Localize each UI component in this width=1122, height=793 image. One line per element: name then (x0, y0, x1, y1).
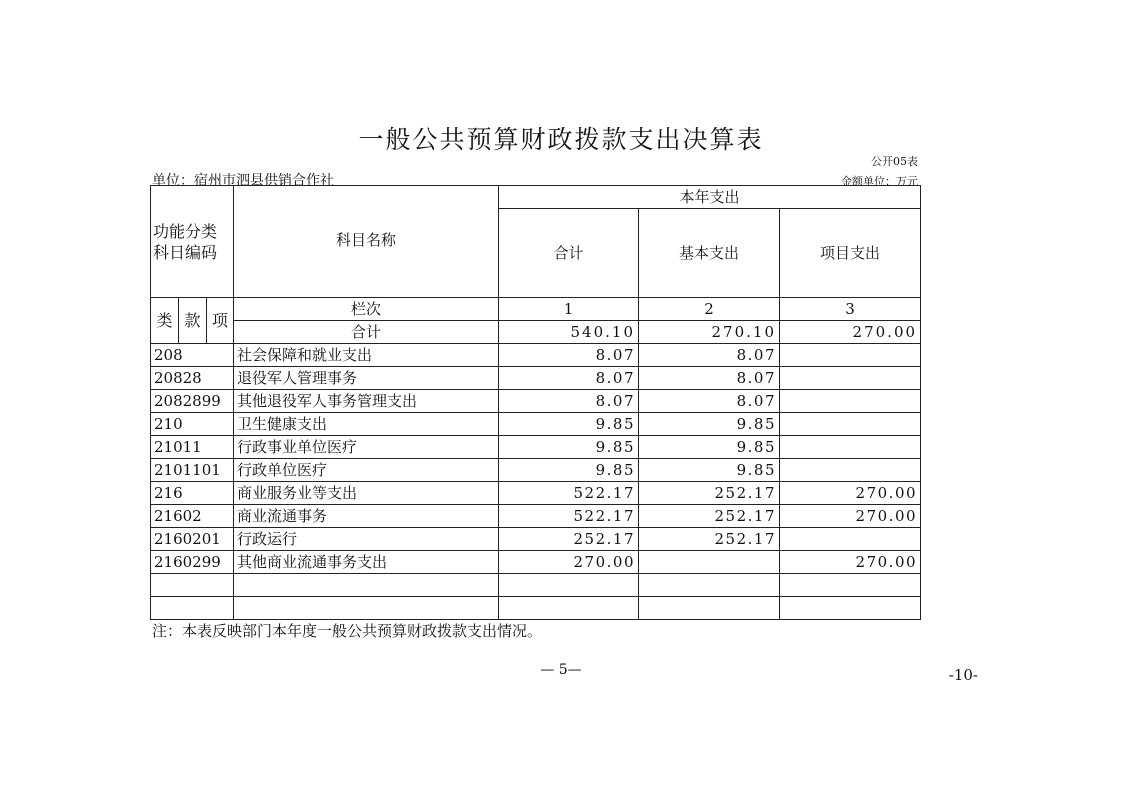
row-total: 522.17 (499, 505, 639, 528)
table-row (151, 528, 921, 551)
table-row (151, 551, 921, 574)
row-basic: 8.07 (639, 390, 780, 413)
row-total: 8.07 (499, 344, 639, 367)
table-row (151, 459, 921, 482)
row-project (780, 459, 921, 482)
table-row (151, 367, 921, 390)
table-row (151, 436, 921, 459)
table-row (151, 574, 921, 597)
row-code: 2082899 (151, 390, 234, 413)
form-number: 公开05表 (871, 155, 918, 168)
subject-name-header: 科目名称 (234, 186, 499, 298)
row-total: 270.00 (499, 551, 639, 574)
table-row (151, 597, 921, 620)
row-basic: 9.85 (639, 459, 780, 482)
unit-label: 单位：宿州市泗县供销合作社 (152, 173, 334, 189)
kuan-header: 款 (179, 298, 207, 344)
row-basic: 8.07 (639, 367, 780, 390)
row-code: 20828 (151, 367, 234, 390)
row-project: 270.00 (780, 482, 921, 505)
row-project (780, 367, 921, 390)
row-basic: 9.85 (639, 413, 780, 436)
row-project (780, 528, 921, 551)
row-name: 卫生健康支出 (234, 413, 499, 436)
row-code: 2101101 (151, 459, 234, 482)
row-project: 270.00 (780, 551, 921, 574)
row-code: 21602 (151, 505, 234, 528)
row-name (234, 597, 499, 620)
row-basic: 252.17 (639, 528, 780, 551)
row-code (151, 597, 234, 620)
row-total: 522.17 (499, 482, 639, 505)
sum-total: 540.10 (499, 321, 639, 344)
row-total (499, 597, 639, 620)
row-project (780, 390, 921, 413)
row-code: 21011 (151, 436, 234, 459)
row-name: 行政运行 (234, 528, 499, 551)
page-number: — 5— (540, 662, 582, 678)
func-code-header: 功能分类 科日编码 (151, 186, 234, 298)
row-name: 退役军人管理事务 (234, 367, 499, 390)
row-name: 商业流通事务 (234, 505, 499, 528)
year-expense-header: 本年支出 (499, 186, 921, 209)
col-index-2: 2 (639, 298, 780, 321)
row-total: 8.07 (499, 390, 639, 413)
page-title: 一般公共预算财政拨款支出决算表 (358, 125, 764, 154)
row-code: 208 (151, 344, 234, 367)
col-index-1: 1 (499, 298, 639, 321)
lanci-label: 栏次 (234, 298, 499, 321)
page-number-right: -10- (948, 666, 978, 684)
row-basic (639, 574, 780, 597)
row-name: 社会保障和就业支出 (234, 344, 499, 367)
row-project (780, 574, 921, 597)
row-name: 其他退役军人事务管理支出 (234, 390, 499, 413)
row-name: 行政单位医疗 (234, 459, 499, 482)
total-header: 合计 (499, 209, 639, 298)
row-total: 9.85 (499, 459, 639, 482)
table-row (151, 505, 921, 528)
row-code (151, 574, 234, 597)
row-total: 8.07 (499, 367, 639, 390)
col-index-3: 3 (780, 298, 921, 321)
row-total: 9.85 (499, 413, 639, 436)
row-code: 2160299 (151, 551, 234, 574)
row-total (499, 574, 639, 597)
sum-basic: 270.10 (639, 321, 780, 344)
row-project (780, 344, 921, 367)
row-basic: 252.17 (639, 482, 780, 505)
row-project (780, 413, 921, 436)
table-row (151, 390, 921, 413)
row-basic (639, 551, 780, 574)
expense-table (150, 185, 921, 620)
row-name: 其他商业流通事务支出 (234, 551, 499, 574)
row-basic: 8.07 (639, 344, 780, 367)
lei-header: 类 (151, 298, 179, 344)
header-row-1 (151, 186, 921, 209)
table-row (151, 344, 921, 367)
table-row (151, 482, 921, 505)
table-row (151, 413, 921, 436)
sum-label: 合计 (234, 321, 499, 344)
row-basic (639, 597, 780, 620)
row-project (780, 597, 921, 620)
xiang-header: 项 (207, 298, 234, 344)
footnote: 注：本表反映部门本年度一般公共预算财政拨款支出情况。 (152, 622, 543, 640)
row-name: 行政事业单位医疗 (234, 436, 499, 459)
row-code: 210 (151, 413, 234, 436)
row-basic: 9.85 (639, 436, 780, 459)
lanci-row (151, 298, 921, 321)
project-header: 项目支出 (780, 209, 921, 298)
sum-row (151, 321, 921, 344)
row-code: 2160201 (151, 528, 234, 551)
basic-header: 基本支出 (639, 209, 780, 298)
row-name (234, 574, 499, 597)
row-name: 商业服务业等支出 (234, 482, 499, 505)
row-total: 9.85 (499, 436, 639, 459)
amount-unit: 金额单位：万元 (841, 175, 918, 188)
row-basic: 252.17 (639, 505, 780, 528)
row-project (780, 436, 921, 459)
row-code: 216 (151, 482, 234, 505)
row-project: 270.00 (780, 505, 921, 528)
sum-project: 270.00 (780, 321, 921, 344)
row-total: 252.17 (499, 528, 639, 551)
